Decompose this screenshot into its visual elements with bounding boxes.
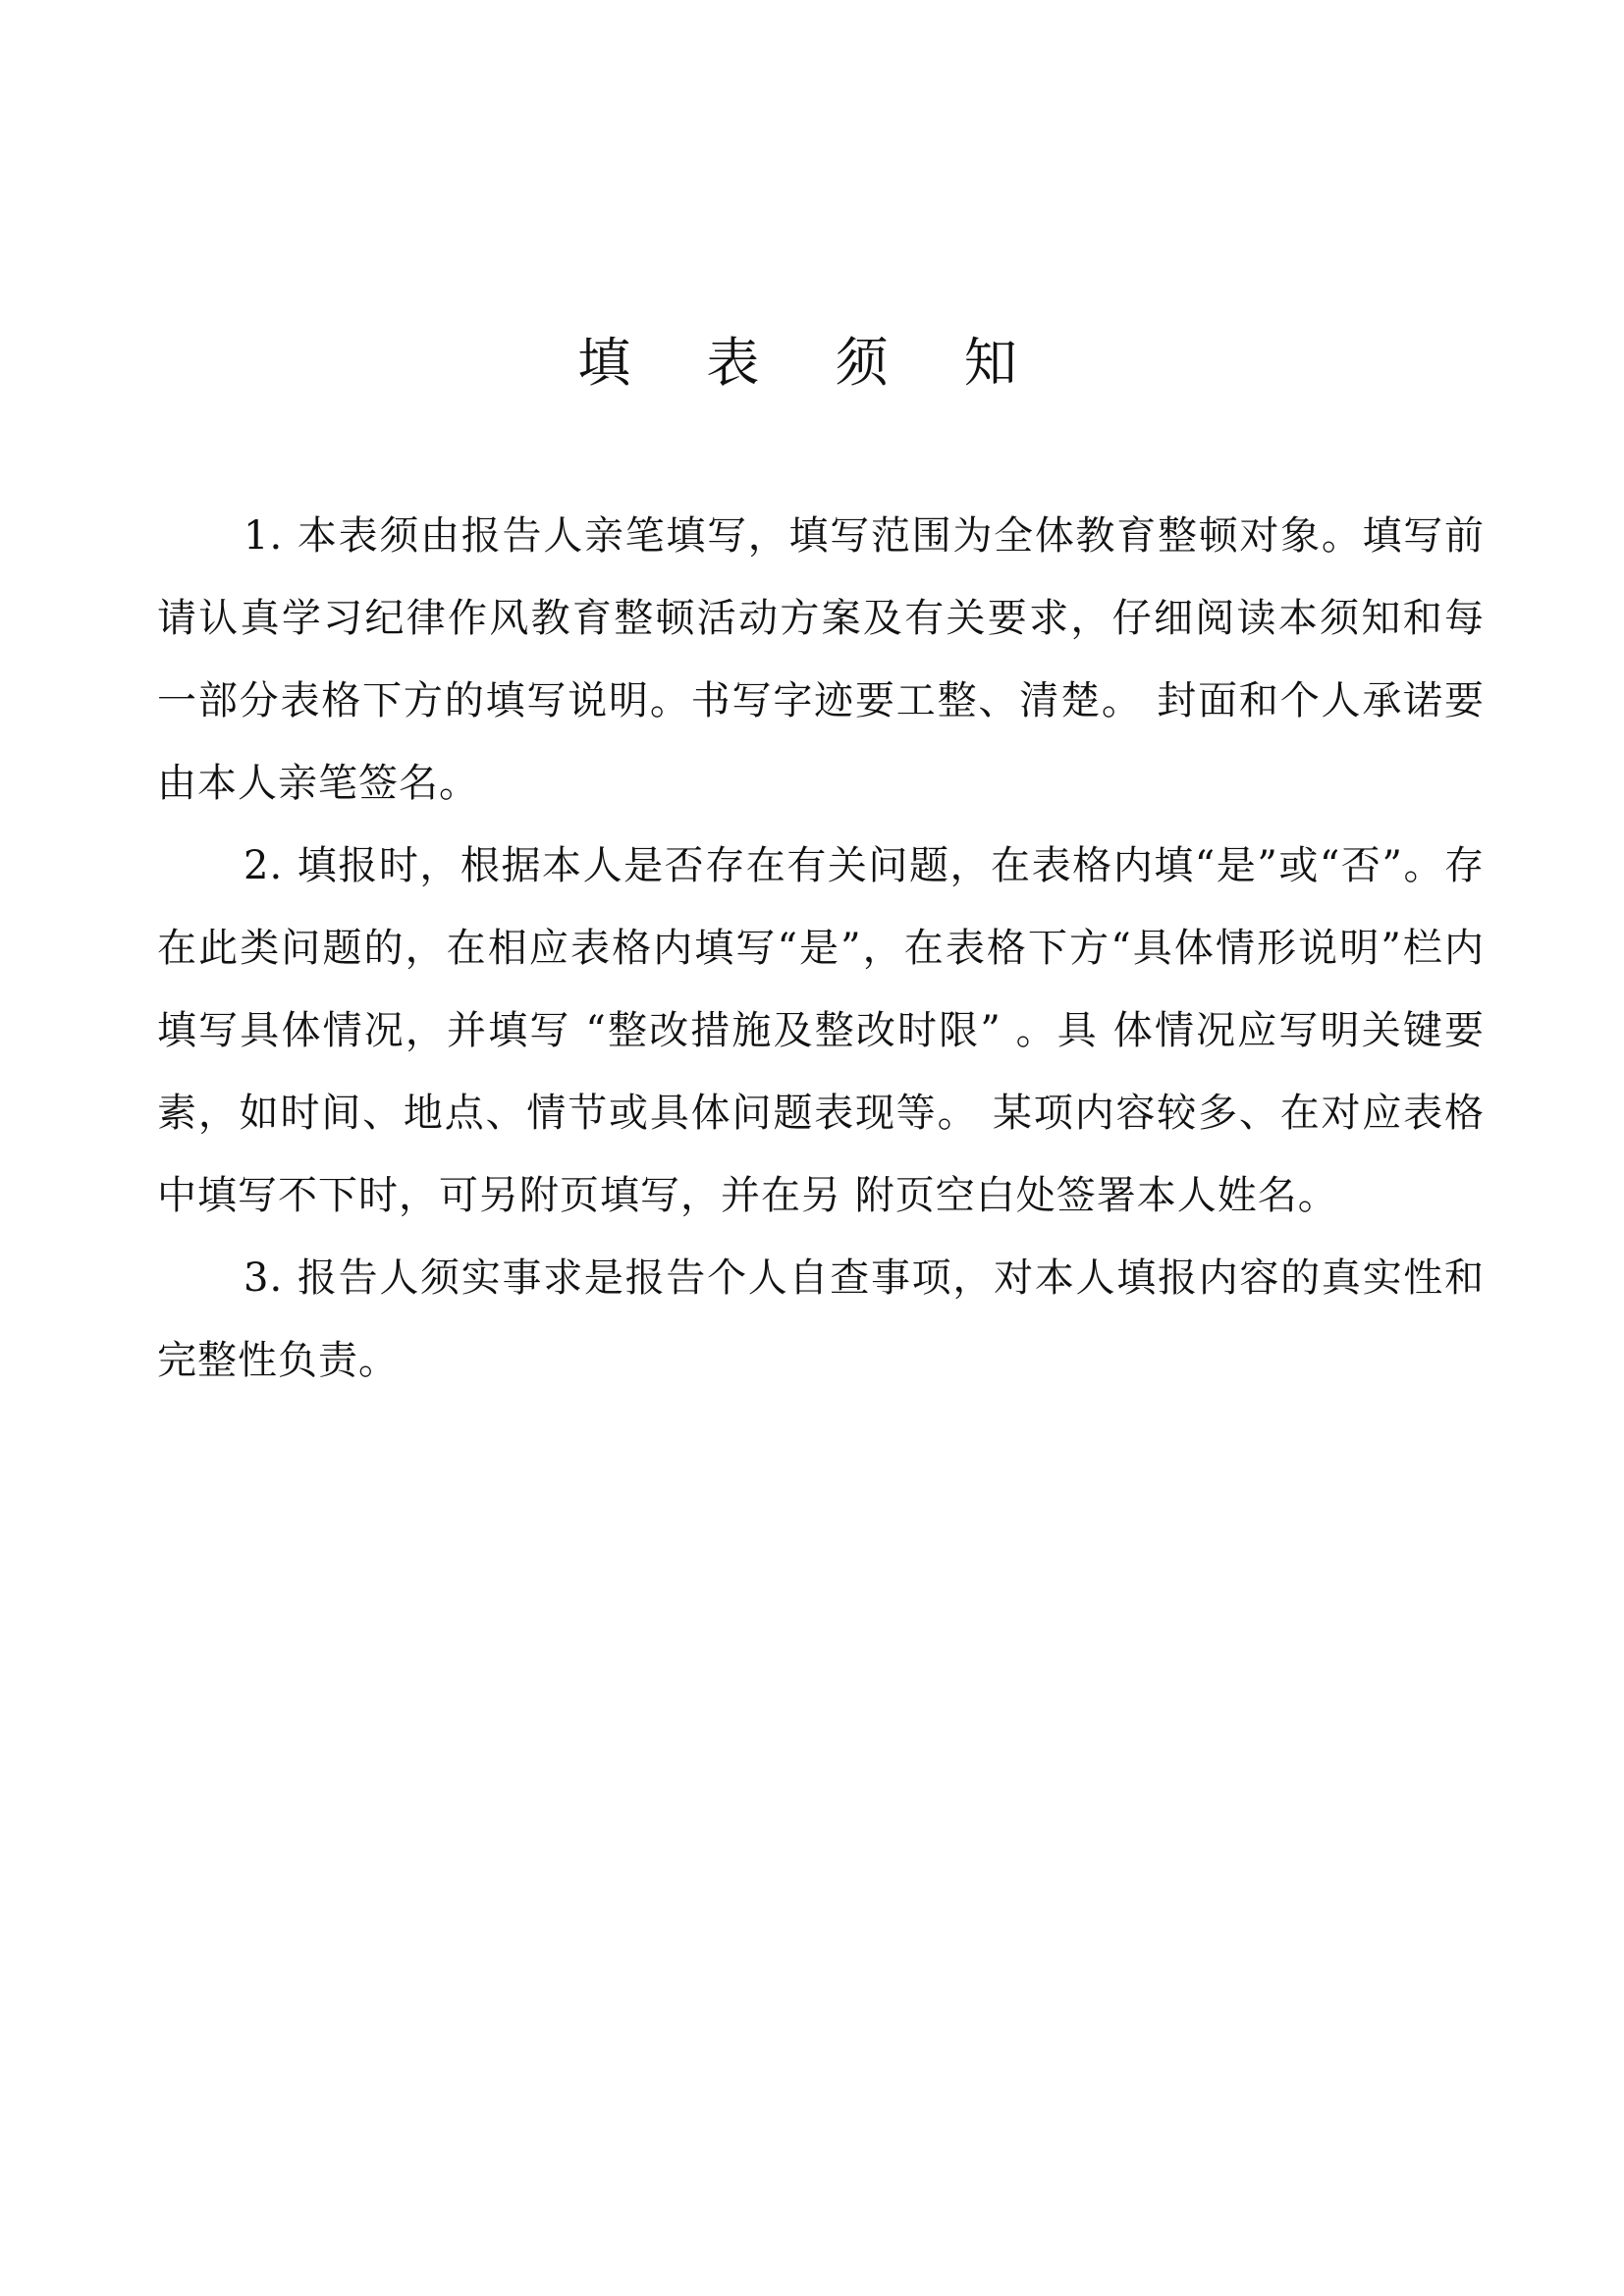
notice-body bbox=[157, 495, 1485, 1402]
notice-item-2 bbox=[157, 825, 1485, 1237]
item-text: 报告人须实事求是报告个人自查事项，对本人填报内容的真实性和完整性负责。 bbox=[157, 1255, 1485, 1383]
item-number: 2. bbox=[244, 843, 284, 888]
item-number: 1. bbox=[244, 513, 284, 559]
page-title: 填 表 须 知 bbox=[577, 332, 1047, 394]
item-number: 3. bbox=[244, 1255, 284, 1301]
item-text: 填报时，根据本人是否存在有关问题，在表格内填“是”或“否”。存在此类问题的，在相应表格内填写“是”，在表格下方“具体情形说明”栏内填写具体情况，并填写 “整改措施及整改时限” 。具 体情况应写明关键要素，如时间、地点、情节或具体问题表现等。 某项内容较多、在对应表格中填写不下时，可另附页填写，并在另 附页空白处签署本人姓名。 bbox=[157, 843, 1485, 1218]
notice-item-3 bbox=[157, 1237, 1485, 1402]
item-text: 本表须由报告人亲笔填写，填写范围为全体教育整顿对象。填写前请认真学习纪律作风教育整顿活动方案及有关要求，仔细阅读本须知和每一部分表格下方的填写说明。书写字迹要工整、清楚。 封面和个人承诺要由本人亲笔签名。 bbox=[157, 513, 1485, 806]
notice-item-1 bbox=[157, 495, 1485, 825]
